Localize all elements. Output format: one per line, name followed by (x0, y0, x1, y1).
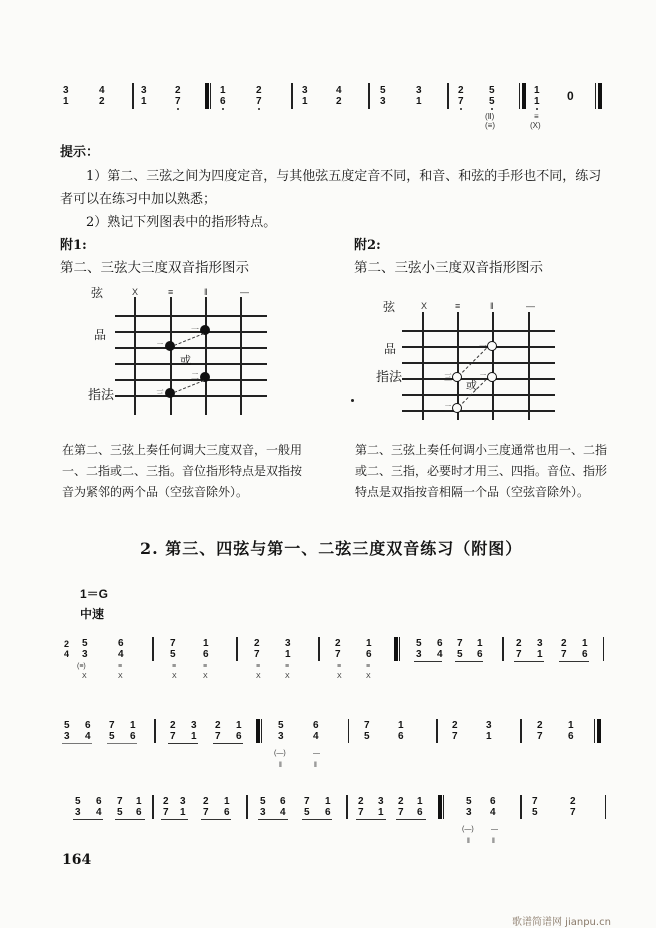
note: 3 (466, 807, 472, 818)
note: 1 (136, 796, 142, 807)
barline (152, 795, 154, 819)
beam (62, 743, 92, 744)
note: 1 (398, 720, 404, 731)
beam (213, 743, 243, 744)
figure-caption: 在第二、三弦上奏任何调大三度双音，一般用 (62, 443, 303, 457)
note: 2 (175, 85, 181, 96)
note: 7 (163, 807, 169, 818)
string-header: — (526, 301, 535, 311)
note: 5 (416, 638, 422, 649)
note: 3 (486, 720, 492, 731)
figure-title: 第二、三弦大三度双音指形图示 (60, 260, 249, 276)
fret-line (402, 394, 555, 396)
figure-caption: 一、二指或二、三指。音位指形特点是双指按 (62, 464, 303, 478)
string-header: ‖ (204, 287, 208, 297)
note: 7 (335, 649, 341, 660)
beam (258, 819, 288, 820)
barline (246, 795, 248, 819)
finger-number: 一 (479, 342, 487, 351)
barline (603, 637, 604, 661)
string-annotation: ≡ (534, 112, 539, 121)
note: 4 (490, 807, 496, 818)
note: 1 (325, 796, 331, 807)
repeat-start-barline (438, 795, 442, 819)
note: 5 (457, 649, 463, 660)
note: 5 (489, 96, 495, 107)
note: 5 (64, 720, 70, 731)
x-mark: X (337, 673, 342, 680)
fret-row-label: 品 (384, 342, 397, 356)
note: 2 (398, 796, 404, 807)
string-header: X (132, 287, 139, 297)
fingering-row-label: 指法 (376, 370, 403, 385)
string-mark: ≡ (366, 663, 371, 670)
note: 7 (256, 96, 262, 107)
finger-number: 三 (156, 389, 164, 398)
note: 5 (82, 638, 88, 649)
note: 6 (313, 720, 319, 731)
time-sig-top: 2 (64, 639, 70, 649)
note: 7 (458, 96, 464, 107)
note: 2 (99, 96, 105, 107)
note: 5 (260, 796, 266, 807)
or-label: 或 (466, 379, 477, 392)
note: 7 (537, 731, 543, 742)
string-mark: ≡ (337, 663, 342, 670)
note: 1 (130, 720, 136, 731)
note: 7 (117, 796, 123, 807)
barline (346, 795, 348, 819)
figure-caption: 音为紧邻的两个品（空弦音除外）。 (62, 485, 249, 499)
note: 5 (380, 85, 386, 96)
note: 7 (109, 720, 115, 731)
string-mark: ≡ (118, 663, 123, 670)
note: 3 (75, 807, 81, 818)
string-mark: ≡ (172, 663, 177, 670)
barline (368, 83, 370, 109)
note: 1 (236, 720, 242, 731)
note: 7 (457, 638, 463, 649)
dashed-connector (174, 380, 204, 393)
beam (115, 819, 145, 820)
x-mark: X (203, 673, 208, 680)
repeat-end-barline (597, 719, 601, 743)
low-octave-dot (222, 108, 224, 110)
fret-line (115, 363, 267, 365)
note: 4 (118, 649, 124, 660)
note: 2 (215, 720, 221, 731)
note: 1 (285, 649, 291, 660)
beam (302, 819, 332, 820)
finger-mark: ‖ (314, 762, 317, 769)
note: 1 (180, 807, 186, 818)
stray-dot (351, 399, 354, 402)
note: 7 (170, 731, 176, 742)
note: 6 (280, 796, 286, 807)
beam (161, 819, 188, 820)
note: 3 (82, 649, 88, 660)
fret-line (402, 410, 555, 412)
note: 6 (366, 649, 372, 660)
note: 2 (570, 796, 576, 807)
beam (73, 819, 103, 820)
barline (236, 637, 238, 661)
beam (414, 661, 442, 662)
note: 6 (325, 807, 331, 818)
fret-row-label: 品 (94, 328, 107, 342)
note: 4 (280, 807, 286, 818)
barline (443, 795, 444, 819)
barline (520, 795, 522, 819)
note: 7 (532, 796, 538, 807)
beam (168, 743, 198, 744)
low-octave-dot (491, 108, 493, 110)
note: 1 (568, 720, 574, 731)
note: 1 (486, 731, 492, 742)
note: 3 (378, 796, 384, 807)
note: 3 (285, 638, 291, 649)
note: 6 (224, 807, 230, 818)
note: 1 (416, 96, 422, 107)
note: 7 (364, 720, 370, 731)
note: 1 (191, 731, 197, 742)
x-mark: X (256, 673, 261, 680)
watermark: 歌谱简谱网 jianpu.cn (512, 917, 611, 928)
barline (447, 83, 449, 109)
finger-ring (487, 372, 497, 382)
note: 5 (117, 807, 123, 818)
figure-caption: 特点是双指按音相隔一个品（空弦音除外）。 (355, 485, 590, 499)
note: 2 (203, 796, 209, 807)
final-barline-thick (598, 83, 602, 109)
note: 6 (582, 649, 588, 660)
figure-label: 附2: (354, 238, 381, 253)
note: 6 (437, 638, 443, 649)
note: 2 (516, 638, 522, 649)
string-mark: (≡) (77, 663, 86, 670)
low-octave-dot (536, 108, 538, 110)
tip-item-1: 1）第二、三弦之间为四度定音，与其他弦五度定音不同，和音、和弦的手形也不同，练习 (86, 169, 602, 184)
note: 7 (561, 649, 567, 660)
note: 2 (170, 720, 176, 731)
barline (132, 83, 134, 109)
rest: 0 (567, 89, 574, 103)
string-mark: (—) (274, 750, 286, 757)
figure-label: 附1: (60, 238, 87, 253)
note: 4 (85, 731, 91, 742)
repeat-start-barline (256, 719, 260, 743)
string-mark: ≡ (256, 663, 261, 670)
note: 6 (568, 731, 574, 742)
note: 6 (203, 649, 209, 660)
string-header: — (240, 287, 249, 297)
finger-ring (452, 372, 462, 382)
finger-mark: ‖ (467, 838, 470, 845)
note: 2 (458, 85, 464, 96)
low-octave-dot (177, 108, 179, 110)
note: 4 (336, 85, 342, 96)
beam (514, 661, 544, 662)
note: 3 (180, 796, 186, 807)
note: 7 (175, 96, 181, 107)
string-line (528, 312, 530, 420)
note: 3 (416, 649, 422, 660)
note: 1 (141, 96, 147, 107)
note: 7 (170, 638, 176, 649)
string-annotation: (≡) (485, 121, 495, 130)
finger-number: 二 (156, 342, 164, 351)
beam (559, 661, 589, 662)
string-mark: (—) (462, 826, 474, 833)
tip-item-1-cont: 者可以在练习中加以熟悉； (60, 192, 217, 207)
note: 7 (570, 807, 576, 818)
note: 5 (364, 731, 370, 742)
fret-line (115, 347, 267, 349)
note: 7 (203, 807, 209, 818)
note: 6 (490, 796, 496, 807)
string-line (422, 312, 424, 420)
page-number: 164 (62, 852, 92, 868)
key-signature: 1＝G (80, 587, 109, 601)
note: 6 (118, 638, 124, 649)
barline (519, 83, 520, 109)
note: 6 (136, 807, 142, 818)
note: 6 (85, 720, 91, 731)
finger-number: 二 (444, 404, 452, 413)
x-mark: X (118, 673, 123, 680)
repeat-end-barline (522, 83, 526, 109)
barline (154, 719, 156, 743)
figure-caption: 第二、三弦上奏任何调小三度通常也用一、二指 (355, 443, 608, 457)
string-annotation: (X) (530, 121, 541, 130)
string-header: ≡ (455, 301, 461, 311)
note: 7 (398, 807, 404, 818)
note: 6 (236, 731, 242, 742)
note: 1 (378, 807, 384, 818)
tips-heading: 提示： (60, 145, 100, 160)
note: 2 (256, 85, 262, 96)
time-sig-bottom: 4 (64, 649, 70, 659)
fret-line (402, 362, 555, 364)
note: 3 (302, 85, 308, 96)
beam (356, 819, 386, 820)
note: 1 (534, 96, 540, 107)
note: 1 (537, 649, 543, 660)
note: 5 (170, 649, 176, 660)
note: 3 (416, 85, 422, 96)
note: 2 (163, 796, 169, 807)
note: 5 (466, 796, 472, 807)
note: 2 (336, 96, 342, 107)
string-mark: ≡ (203, 663, 208, 670)
string-mark: — (491, 826, 498, 833)
note: 3 (278, 731, 284, 742)
low-octave-dot (460, 108, 462, 110)
beam (107, 743, 137, 744)
note: 1 (224, 796, 230, 807)
string-row-label: 弦 (91, 286, 104, 300)
note: 6 (130, 731, 136, 742)
note: 7 (254, 649, 260, 660)
string-line (492, 312, 494, 420)
note: 1 (302, 96, 308, 107)
note: 3 (141, 85, 147, 96)
string-annotation: (Ⅱ) (485, 112, 495, 121)
note: 6 (417, 807, 423, 818)
note: 5 (532, 807, 538, 818)
beam (396, 819, 426, 820)
dashed-connector (174, 333, 204, 346)
beam (455, 661, 483, 662)
note: 7 (452, 731, 458, 742)
string-header: X (421, 301, 428, 311)
note: 6 (96, 796, 102, 807)
barline (520, 719, 522, 743)
finger-number: 二 (191, 372, 199, 381)
note: 2 (537, 720, 543, 731)
note: 1 (534, 85, 540, 96)
barline (436, 719, 438, 743)
fret-line (402, 330, 555, 332)
barline (399, 637, 400, 661)
note: 3 (260, 807, 266, 818)
fret-line (115, 315, 267, 317)
barline (152, 637, 154, 661)
barline (502, 637, 504, 661)
note: 7 (358, 807, 364, 818)
finger-mark: ‖ (492, 838, 495, 845)
finger-number: 一 (191, 325, 199, 334)
figure-caption: 或二、三指，必要时才用三、四指。音位、指形 (355, 464, 608, 478)
note: 2 (358, 796, 364, 807)
note: 2 (561, 638, 567, 649)
note: 5 (489, 85, 495, 96)
note: 3 (63, 85, 69, 96)
barline (291, 83, 293, 109)
note: 1 (582, 638, 588, 649)
finger-number: 三 (444, 373, 452, 382)
x-mark: X (82, 673, 87, 680)
note: 1 (203, 638, 209, 649)
barline (594, 719, 595, 743)
note: 3 (537, 638, 543, 649)
section-title: 2. 第三、四弦与第一、二弦三度双音练习（附图） (140, 539, 523, 558)
note: 4 (99, 85, 105, 96)
string-mark: ≡ (285, 663, 290, 670)
string-row-label: 弦 (383, 300, 396, 314)
finger-mark: ‖ (279, 762, 282, 769)
note: 1 (417, 796, 423, 807)
note: 5 (75, 796, 81, 807)
note: 6 (398, 731, 404, 742)
tip-item-2: 2）熟记下列图表中的指形特点。 (86, 215, 277, 230)
note: 4 (437, 649, 443, 660)
note: 3 (64, 731, 70, 742)
note: 3 (380, 96, 386, 107)
barline (210, 83, 211, 109)
final-barline (595, 83, 596, 109)
note: 4 (96, 807, 102, 818)
note: 4 (313, 731, 319, 742)
figure-title: 第二、三弦小三度双音指形图示 (354, 260, 543, 276)
finger-number: 二 (479, 373, 487, 382)
x-mark: X (172, 673, 177, 680)
or-label: 或 (180, 354, 191, 367)
finger-ring (452, 403, 462, 413)
finger-ring (487, 341, 497, 351)
repeat-start-barline (205, 83, 209, 109)
string-header: ‖ (490, 301, 494, 311)
note: 7 (304, 796, 310, 807)
fingering-row-label: 指法 (88, 388, 115, 403)
low-octave-dot (258, 108, 260, 110)
barline (261, 719, 262, 743)
note: 7 (215, 731, 221, 742)
note: 7 (516, 649, 522, 660)
note: 1 (366, 638, 372, 649)
barline (318, 637, 320, 661)
note: 1 (63, 96, 69, 107)
barline (605, 795, 606, 819)
string-mark: — (313, 750, 320, 757)
barline (348, 719, 349, 743)
x-mark: X (285, 673, 290, 680)
note: 5 (109, 731, 115, 742)
repeat-start-barline (394, 637, 398, 661)
x-mark: X (366, 673, 371, 680)
note: 2 (335, 638, 341, 649)
string-header: ≡ (168, 287, 174, 297)
note: 1 (220, 85, 226, 96)
note: 2 (254, 638, 260, 649)
note: 5 (304, 807, 310, 818)
beam (201, 819, 231, 820)
note: 3 (191, 720, 197, 731)
note: 2 (452, 720, 458, 731)
note: 6 (220, 96, 226, 107)
tempo-marking: 中速 (80, 607, 105, 621)
note: 1 (477, 638, 483, 649)
note: 6 (477, 649, 483, 660)
fret-line (115, 395, 267, 397)
note: 5 (278, 720, 284, 731)
